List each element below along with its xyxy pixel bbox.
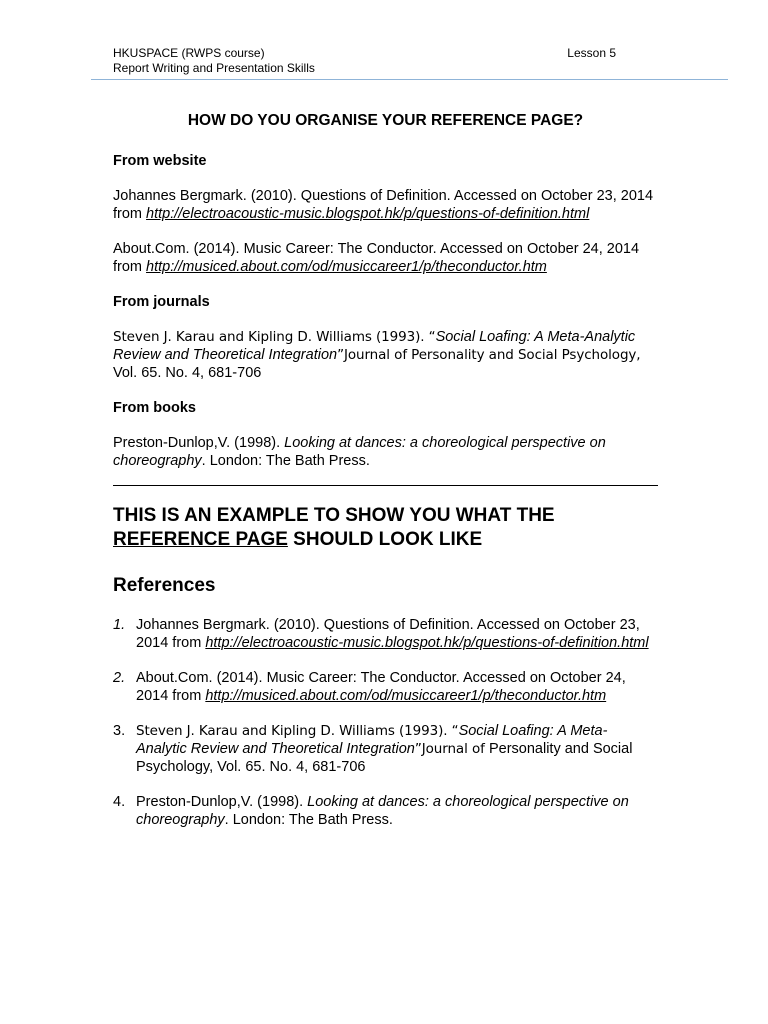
- section-heading-website: From website: [113, 153, 207, 169]
- reference-volume: Vol. 65. No. 4, 681-706: [113, 365, 262, 381]
- reference-volume: Personality and Social Psychology, Vol. 65. No. 4, 681-706: [136, 741, 633, 775]
- example-heading-line1: THIS IS AN EXAMPLE TO SHOW YOU WHAT THE: [113, 505, 555, 526]
- reference-authors: Steven J. Karau and Kipling D. Williams (1993). “: [136, 723, 459, 739]
- book-reference: [113, 434, 658, 470]
- reference-text: Johannes Bergmark. (2010). Questions of Definition. Accessed on October 23, 2014 from: [136, 617, 640, 651]
- list-item: [113, 722, 658, 776]
- list-item: [113, 793, 658, 829]
- header-lesson: Lesson 5: [567, 46, 616, 60]
- reference-title: Looking at dances: a choreological perspective on choreography: [136, 794, 629, 828]
- reference-authors: Steven J. Karau and Kipling D. Williams (1993). “: [113, 329, 436, 345]
- website-reference: [113, 187, 658, 223]
- references-list: [113, 616, 658, 829]
- header-subject: Report Writing and Presentation Skills: [113, 61, 315, 75]
- reference-publisher: . London: The Bath Press.: [224, 812, 393, 828]
- list-number: 2.: [113, 670, 126, 686]
- reference-link[interactable]: http://musiced.about.com/od/musiccareer1/p/theconductor.htm: [146, 259, 547, 275]
- reference-title: Looking at dances: a choreological perspective on choreography: [113, 435, 606, 469]
- reference-title: Social Loafing: A Meta-Analytic Review and Theoretical Integration: [113, 329, 636, 363]
- reference-journal: ”Journal of: [414, 741, 489, 757]
- reference-publisher: . London: The Bath Press.: [201, 453, 370, 469]
- list-item: [113, 616, 658, 652]
- list-number: 4.: [113, 794, 126, 810]
- reference-text: About.Com. (2014). Music Career: The Conductor. Accessed on October 24, 2014 from: [136, 670, 626, 704]
- header-course: HKUSPACE (RWPS course): [113, 46, 265, 60]
- reference-text: Preston-Dunlop,V. (1998).: [113, 435, 285, 451]
- reference-text: Preston-Dunlop,V. (1998).: [136, 794, 308, 810]
- references-heading: References: [113, 575, 216, 596]
- reference-text: About.Com. (2014). Music Career: The Conductor. Accessed on October 24, 2014 from: [113, 241, 640, 275]
- reference-link[interactable]: http://electroacoustic-music.blogspot.hk/p/questions-of-definition.html: [146, 206, 590, 222]
- list-item: [113, 669, 658, 705]
- example-heading-underlined: REFERENCE PAGE: [113, 529, 288, 550]
- page-title: HOW DO YOU ORGANISE YOUR REFERENCE PAGE?: [187, 112, 584, 129]
- reference-title: Social Loafing: A Meta-Analytic Review and Theoretical Integration: [136, 723, 608, 757]
- reference-journal: ”Journal of Personality and Social Psychology,: [337, 347, 641, 363]
- page-header: [113, 46, 633, 76]
- reference-text: Johannes Bergmark. (2010). Questions of Definition. Accessed on October 23, 2014 from: [113, 188, 654, 222]
- list-number: 1.: [113, 617, 126, 633]
- section-heading-books: From books: [113, 400, 196, 416]
- journal-reference: [113, 328, 658, 382]
- section-divider: [113, 485, 658, 486]
- example-heading: [113, 504, 658, 552]
- reference-link[interactable]: http://musiced.about.com/od/musiccareer1/p/theconductor.htm: [205, 688, 607, 704]
- list-number: 3.: [113, 723, 126, 739]
- website-reference: [113, 240, 658, 276]
- document-body: [113, 112, 658, 846]
- reference-link[interactable]: http://electroacoustic-music.blogspot.hk/p/questions-of-definition.html: [205, 635, 649, 651]
- header-divider: [91, 79, 728, 80]
- section-heading-journals: From journals: [113, 294, 210, 310]
- example-heading-rest: SHOULD LOOK LIKE: [287, 529, 483, 550]
